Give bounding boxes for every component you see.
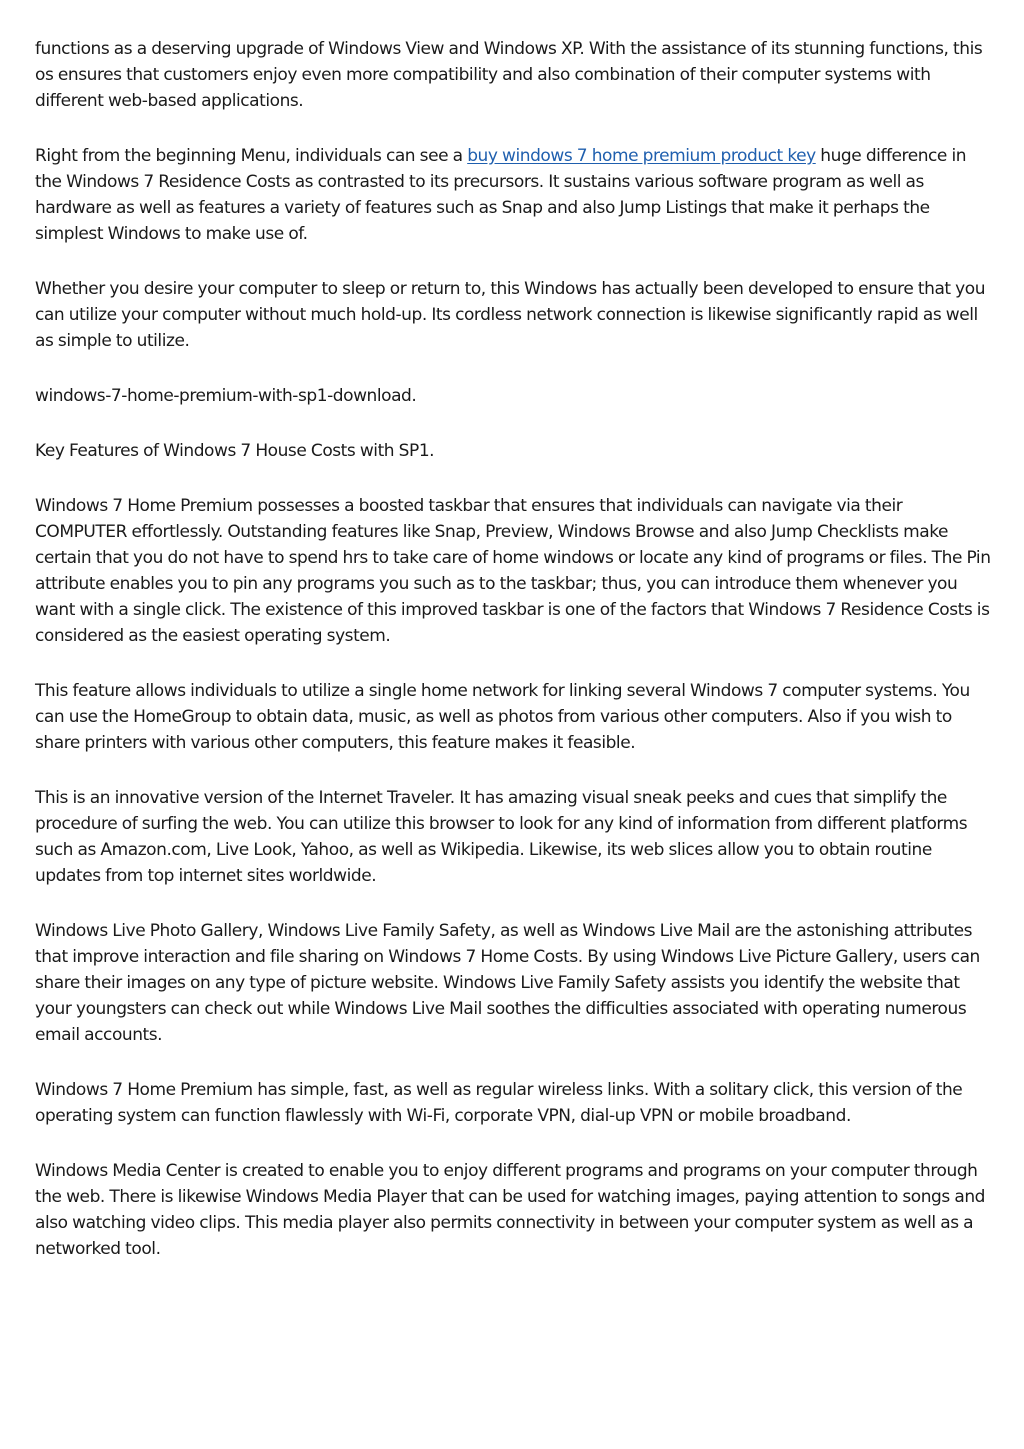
paragraph-taskbar: Windows 7 Home Premium possesses a boosted taskbar that ensures that individuals can navigate via their COMPUTER effortlessly. Outstanding features like Snap, Preview, Windows Browse and also Jump Checklists make certain that you do not have to spend hrs to take care of home windows or locate any kind of programs or files. The Pin attribute enables you to pin any programs you such as to the taskbar; thus, you can introduce them whenever you want with a single click. The existence of this improved taskbar is one of the factors that Windows 7 Residence Costs is considered as the easiest operating system. (35, 496, 991, 646)
paragraph-key-features-heading: Key Features of Windows 7 House Costs with SP1. (35, 441, 435, 461)
paragraph-start-menu-text-after: huge difference in the Windows 7 Residence Costs as contrasted to its precursors. It sustains various software program as well as hardware as well as features a variety of features such as Snap and also Jump Listings that make it perhaps the simplest Windows to make use of. (35, 146, 967, 244)
document-body (35, 36, 995, 1291)
paragraph-intro: functions as a deserving upgrade of Windows View and Windows XP. With the assistance of its stunning functions, this os ensures that customers enjoy even more compatibility and also combination of their computer systems with different web-based applications. (35, 39, 983, 111)
paragraph-homegroup: This feature allows individuals to utilize a single home network for linking several Windows 7 computer systems. You can use the HomeGroup to obtain data, music, as well as photos from various other computers. Also if you wish to share printers with various other computers, this feature makes it feasible. (35, 681, 970, 753)
paragraph-wireless: Windows 7 Home Premium has simple, fast, as well as regular wireless links. With a solitary click, this version of the operating system can function flawlessly with Wi-Fi, corporate VPN, dial-up VPN or mobile broadband. (35, 1080, 963, 1126)
paragraph-media-center: Windows Media Center is created to enable you to enjoy different programs and programs on your computer through the web. There is likewise Windows Media Player that can be used for watching images, paying attention to songs and also watching video clips. This media player also permits connectivity in between your computer system as well as a networked tool. (35, 1161, 985, 1259)
paragraph-download-slug: windows-7-home-premium-with-sp1-download. (35, 386, 417, 406)
paragraph-windows-live: Windows Live Photo Gallery, Windows Live Family Safety, as well as Windows Live Mail are the astonishing attributes that improve interaction and file sharing on Windows 7 Home Costs. By using Windows Live Picture Gallery, users can share their images on any type of picture website. Windows Live Family Safety assists you identify the website that your youngsters can check out while Windows Live Mail soothes the difficulties associated with operating numerous email accounts. (35, 921, 980, 1045)
product-key-link[interactable]: buy windows 7 home premium product key (467, 146, 816, 166)
paragraph-start-menu (35, 143, 995, 247)
paragraph-sleep-resume: Whether you desire your computer to sleep or return to, this Windows has actually been developed to ensure that you can utilize your computer without much hold-up. Its cordless network connection is likewise significantly rapid as well as simple to utilize. (35, 279, 986, 351)
paragraph-start-menu-text-before: Right from the beginning Menu, individuals can see a (35, 146, 468, 166)
paragraph-internet-explorer: This is an innovative version of the Internet Traveler. It has amazing visual sneak peeks and cues that simplify the procedure of surfing the web. You can utilize this browser to look for any kind of information from different platforms such as Amazon.com, Live Look, Yahoo, as well as Wikipedia. Likewise, its web slices allow you to obtain routine updates from top internet sites worldwide. (35, 788, 968, 886)
